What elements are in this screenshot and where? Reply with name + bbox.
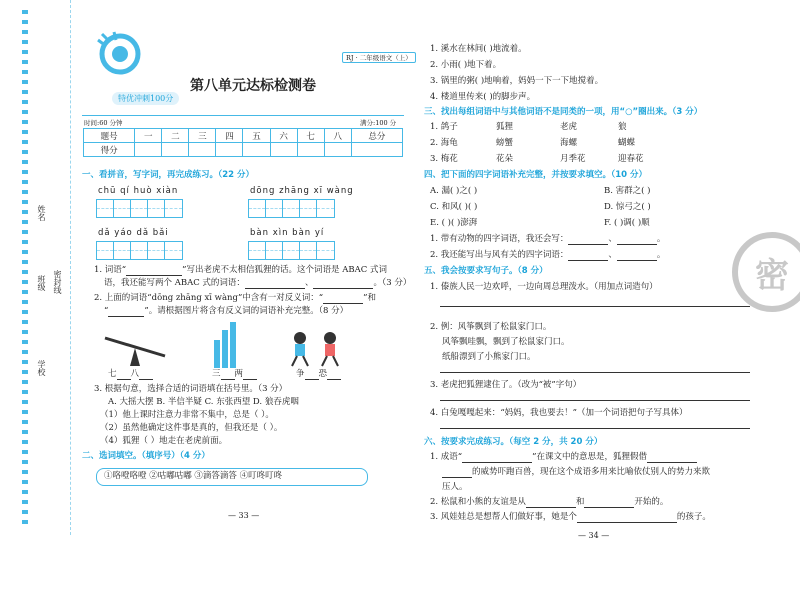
s6-2-text-b: 和 <box>575 497 585 507</box>
blank[interactable] <box>577 513 677 523</box>
score-cell[interactable] <box>297 143 324 157</box>
children-running-picture <box>286 330 346 368</box>
pinyin-4: bàn xìn bàn yí <box>250 228 325 238</box>
section-1-title: 一、看拼音，写字词，再完成练习。（22 分） <box>82 170 255 180</box>
score-cell[interactable] <box>324 143 351 157</box>
score-row-label: 得分 <box>84 143 135 157</box>
score-header: 二 <box>162 129 189 143</box>
pic-label-3 <box>296 369 341 380</box>
question-2 <box>94 293 376 304</box>
blank[interactable] <box>245 279 305 289</box>
word[interactable]: 1. 鸽子 <box>430 122 458 132</box>
pic-label-1a: 七 <box>108 369 117 379</box>
idiom-question-2: 2. 我还能写出与风有关的四字词语： 、 。 <box>430 250 666 260</box>
q1-text-c: 语，我还能写两个 ABAC 式的词语： <box>104 278 245 288</box>
question-3-options: A. 大摇大摆 B. 半信半疑 C. 东张西望 D. 狼吞虎咽 <box>108 397 299 407</box>
s6-1-text-c: 的威势吓跑百兽，现在这个成语多用来比喻依仗别人的势力来欺 <box>472 467 711 477</box>
score-header: 一 <box>135 129 162 143</box>
s6-2-text: 2. 松鼠和小熊的友谊是从 <box>430 497 526 507</box>
word-options: ①咯噔咯噔 ②咕嘟咕嘟 ③滴答滴答 ④叮咚叮咚 <box>104 471 283 481</box>
side-seal-label: 密封线 <box>53 270 62 294</box>
s6-3-text-b: 的孩子。 <box>676 512 711 522</box>
score-header: 五 <box>243 129 270 143</box>
word[interactable]: 老虎 <box>560 122 578 132</box>
score-cell[interactable] <box>270 143 297 157</box>
section-5-title: 五、我会按要求写句子。（8 分） <box>424 266 548 276</box>
score-header: 六 <box>270 129 297 143</box>
word[interactable]: 迎春花 <box>618 154 644 164</box>
word[interactable]: 3. 梅花 <box>430 154 458 164</box>
answer-line[interactable] <box>440 306 750 307</box>
blank[interactable] <box>305 370 319 380</box>
s6-1-text: 1. 成语“ <box>430 452 463 462</box>
q1-text-e: 。（3 分） <box>373 278 412 288</box>
blank[interactable] <box>617 235 657 245</box>
seesaw-picture <box>100 328 170 368</box>
pinyin-3: dǎ yáo dǎ bǎi <box>98 228 169 238</box>
word[interactable]: 2. 海龟 <box>430 138 458 148</box>
blank[interactable] <box>568 251 608 261</box>
word-group-3 <box>430 154 644 165</box>
word[interactable]: 狼 <box>618 122 627 132</box>
blank[interactable] <box>313 279 373 289</box>
score-cell[interactable] <box>189 143 216 157</box>
score-table <box>83 128 403 157</box>
blank[interactable] <box>584 498 634 508</box>
s4-2-text: 2. 我还能写出与风有关的四字词语： <box>430 250 569 260</box>
sentence-question-4: 4. 白兔嘎嘎起来：“妈妈，我也要去！”（加一个词语把句子写具体） <box>430 408 688 418</box>
side-class-label: 班级 <box>37 275 46 291</box>
answer-line[interactable] <box>440 428 750 429</box>
score-cell[interactable] <box>216 143 243 157</box>
pic-label-2b: 两 <box>234 369 244 379</box>
seal-char: 密 <box>755 255 789 296</box>
char-grid-3[interactable] <box>96 241 183 260</box>
blank[interactable] <box>126 266 182 276</box>
char-grid-4[interactable] <box>248 241 335 260</box>
question-2-cont <box>104 306 348 317</box>
pic-label-3a: 争 <box>296 369 305 379</box>
idiom-question-1: 1. 带有动物的四字词语，我还会写： 、 。 <box>430 234 666 244</box>
char-grid-2[interactable] <box>248 199 335 218</box>
blank[interactable] <box>243 370 257 380</box>
section-4-title: 四、把下面的四字词语补充完整，并按要求填空。（10 分） <box>424 170 648 180</box>
score-cell[interactable] <box>135 143 162 157</box>
s6-3-text: 3. 风娃娃总是想帮人们做好事，她是个 <box>430 512 577 522</box>
score-header: 四 <box>216 129 243 143</box>
blank[interactable] <box>442 468 472 478</box>
question-1-cont <box>104 278 411 289</box>
blank[interactable] <box>327 370 341 380</box>
section-6-title: 六、按要求完成练习。（每空 2 分，共 20 分） <box>424 437 603 447</box>
section-2-title: 二、选词填空。（填序号）（4 分） <box>82 451 210 461</box>
fill-3: 3. 锅里的粥( )地响着，妈妈一下一下地搅着。 <box>430 76 604 86</box>
binding-strip <box>14 0 71 535</box>
char-grid-1[interactable] <box>96 199 183 218</box>
word[interactable]: 月季花 <box>560 154 586 164</box>
s6-1-text-b: ”在课文中的意思是，狐狸假借 <box>532 452 648 462</box>
s4-1-text: 1. 带有动物的四字词语，我还会写： <box>430 234 569 244</box>
pinyin-2: dōng zhāng xī wàng <box>250 186 354 196</box>
blank[interactable] <box>139 370 153 380</box>
score-header: 题号 <box>84 129 135 143</box>
pinyin-1: chū qí huò xiàn <box>98 186 179 196</box>
side-name-label: 姓名 <box>37 205 46 221</box>
question-3-1: （1）他上课时注意力非常不集中，总是（ ）。 <box>100 410 274 420</box>
word[interactable]: 花朵 <box>496 154 514 164</box>
word[interactable]: 螃蟹 <box>496 138 514 148</box>
question-3: 3. 根据句意，选择合适的词语填在括号里。（3 分） <box>94 384 288 394</box>
q2-text-d: ”。请根据图片将含有反义词的词语补充完整。（8 分） <box>144 306 349 316</box>
answer-line[interactable] <box>440 372 750 373</box>
logo-swirl <box>92 30 152 80</box>
fill-1: 1. 溪水在林间( )地流着。 <box>430 44 527 54</box>
time-label: 时间:60 分钟 <box>84 119 123 127</box>
full-score-label: 满分:100 分 <box>360 119 397 127</box>
q1-text-b: ”写出老虎不太相信狐狸的话。这个词语是 ABAC 式词 <box>182 265 387 275</box>
word-group-1 <box>430 122 627 133</box>
q1-text-d: 、 <box>304 278 314 288</box>
idiom-b: B. 害群之( ) <box>604 186 651 196</box>
blank[interactable] <box>323 294 363 304</box>
blank[interactable] <box>117 370 131 380</box>
idiom-d: D. 惊弓之( ) <box>604 202 651 212</box>
score-header: 三 <box>189 129 216 143</box>
blank[interactable] <box>462 453 532 463</box>
slogan: 特优冲刺100分 <box>112 92 179 105</box>
score-header: 八 <box>324 129 351 143</box>
q2-text-b: ”和 <box>363 293 376 303</box>
task-3 <box>430 512 711 523</box>
task-1 <box>430 452 697 463</box>
word[interactable]: 海螺 <box>560 138 578 148</box>
pic-label-1b: 八 <box>130 369 140 379</box>
q2-text: 2. 上面的词语“dōng zhāng xī wàng”中含有一对反义词：“ <box>94 293 324 303</box>
pic-label-3b: 恐 <box>318 369 328 379</box>
sentence-question-1: 1. 傣族人民一边欢呼，一边向周总理泼水。（用加点词造句） <box>430 282 658 292</box>
question-3-3: （4）狐狸（ ）地走在老虎前面。 <box>100 436 228 446</box>
word[interactable]: 狐狸 <box>496 122 514 132</box>
score-cell[interactable] <box>243 143 270 157</box>
bars-picture <box>212 322 242 368</box>
blank[interactable] <box>617 251 657 261</box>
answer-line[interactable] <box>440 400 750 401</box>
page-number-right: — 34 — <box>578 531 610 540</box>
sentence-question-2: 2. 例：风筝飘到了松鼠家门口。 <box>430 322 552 332</box>
blank[interactable] <box>568 235 608 245</box>
page-title: 第八单元达标检测卷 <box>190 78 316 94</box>
score-cell[interactable] <box>351 143 402 157</box>
pic-label-2a: 三 <box>212 369 221 379</box>
sentence-question-3: 3. 老虎把狐狸逮住了。（改为“被”字句） <box>430 380 582 390</box>
idiom-c: C. 和风( )( ) <box>430 202 478 212</box>
q1-text: 1. 词语“ <box>94 265 127 275</box>
fill-4: 4. 楼道里传来( )的脚步声。 <box>430 92 536 102</box>
word-group-2 <box>430 138 635 149</box>
idiom-e: E. ( )( )澎湃 <box>430 218 478 228</box>
question-1 <box>94 265 387 276</box>
side-school-label: 学校 <box>37 360 46 376</box>
blank[interactable] <box>221 370 235 380</box>
idiom-a: A. 漏( )之( ) <box>430 186 478 196</box>
section-3-title: 三、找出每组词语中与其他词语不是同类的一项，用“○”圈出来。（3 分） <box>424 107 703 117</box>
score-header: 总分 <box>351 129 402 143</box>
task-2 <box>430 497 668 508</box>
blank[interactable] <box>526 498 576 508</box>
fill-2: 2. 小雨( )地下着。 <box>430 60 502 70</box>
pic-label-2 <box>212 369 257 380</box>
sentence-example: 风筝飘哇飘，飘到了松鼠家门口。 <box>442 337 570 347</box>
page-number-left: — 33 — <box>228 511 260 520</box>
task-1-end: 压人。 <box>442 482 468 492</box>
task-1-cont <box>442 467 710 478</box>
q2-text-c: “ <box>104 306 109 316</box>
score-cell[interactable] <box>162 143 189 157</box>
grade-tag: RJ · 二年级语文（上） <box>342 52 416 63</box>
question-3-2: （2）虽然他确定这件事是真的，但我还是（ ）。 <box>100 423 283 433</box>
word[interactable]: 蝴蝶 <box>618 138 636 148</box>
seal-stamp <box>732 232 800 312</box>
idiom-f: F. ( )调( )顺 <box>604 218 650 228</box>
blank[interactable] <box>647 453 697 463</box>
blank[interactable] <box>108 307 144 317</box>
s6-2-text-c: 开始的。 <box>634 497 669 507</box>
sentence-prompt: 纸船漂到了小熊家门口。 <box>442 352 536 362</box>
pic-label-1 <box>108 369 153 380</box>
score-header: 七 <box>297 129 324 143</box>
